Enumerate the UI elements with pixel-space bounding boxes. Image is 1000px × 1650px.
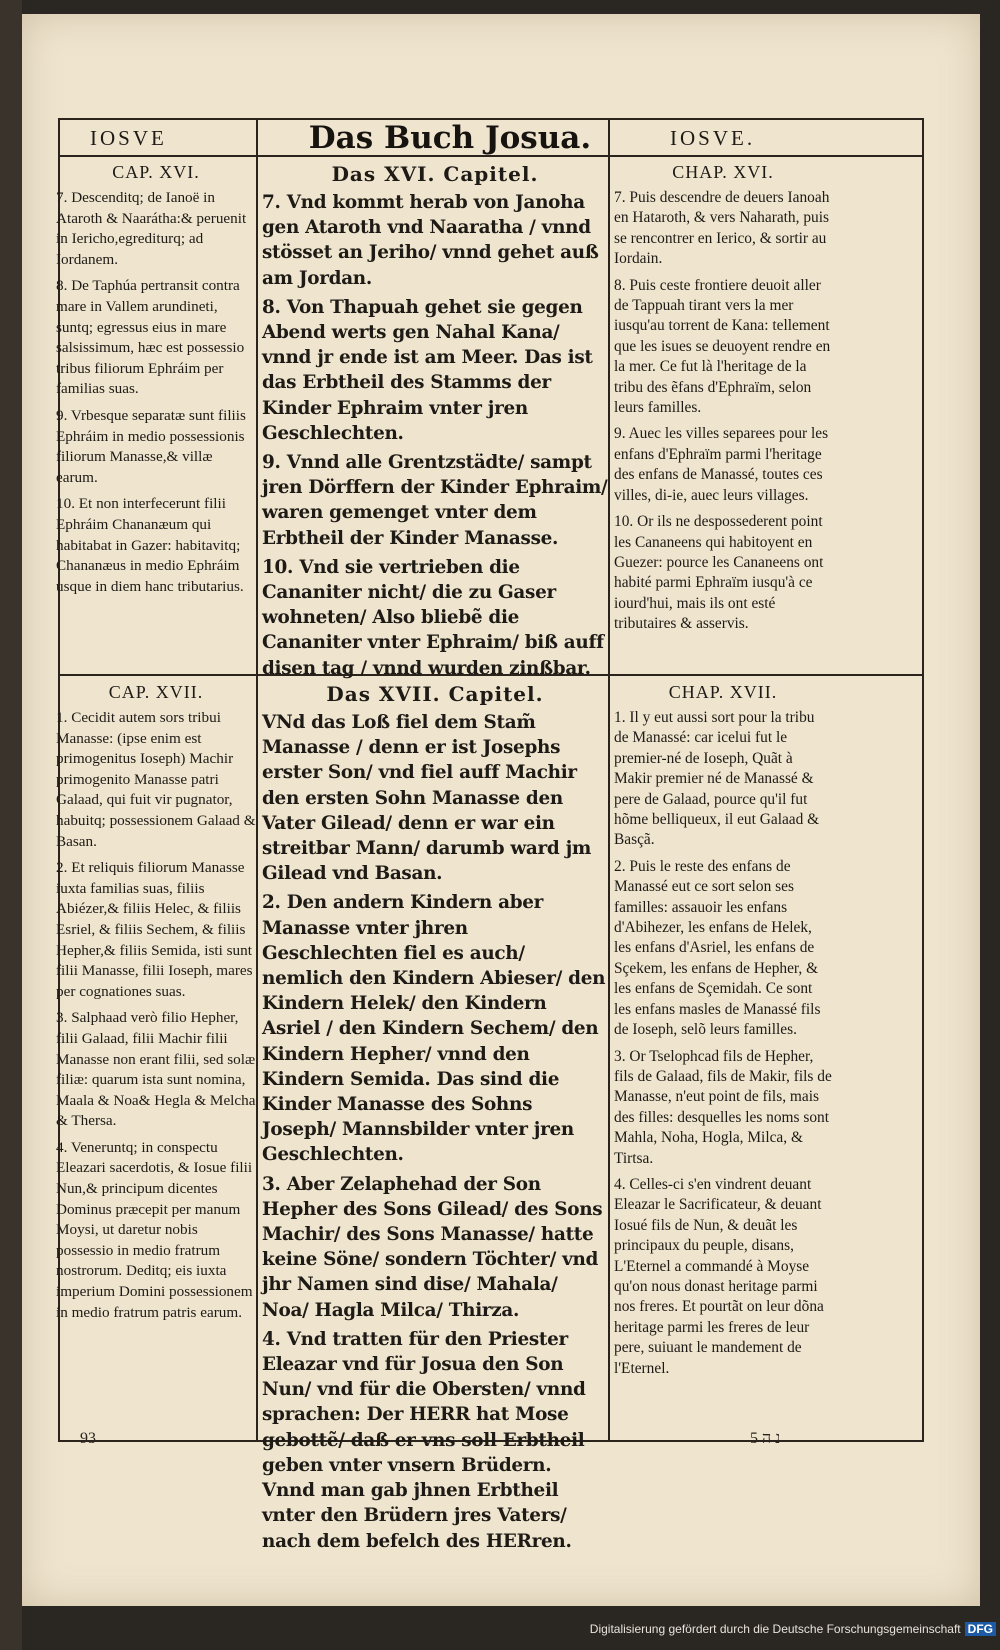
latin-ch16-title: CAP. XVI. <box>112 162 200 182</box>
column-rule-left <box>256 118 258 1440</box>
french-verse: 2. Puis le reste des enfans de Manassé eut ce sort selon ses familles: assauoir les enfans d'Abihezer, les enfans de Helek, les enfans d'Asriel, les enfans de Sçekem, les enfans de Hepher, & les enfans de Sçemidah. Ce sont les enfans masles de Manassé fils de Ioseph, selõ leurs familles. <box>614 857 821 1039</box>
german-verse: 10. Vnd sie vertrieben die Cananiter nicht/ die zu Gaser wohneten/ Also bliebẽ die Cananiter vnter Ephraim/ biß auff disen tag / vnnd wurden zinßbar. <box>262 556 604 679</box>
dfg-notice <box>500 1622 996 1636</box>
german-ch17-title: Das XVII. Capitel. <box>326 682 544 706</box>
german-chapter-17 <box>262 682 608 1558</box>
latin-verse: 3. Salphaad verò filio Hepher, filii Galaad, filii Machir filii Manasse non erant filii, sed solæ filiæ: quarum ista sunt nomina, Maala & Noa& Hegla & Melcha & Thersa. <box>56 1009 256 1130</box>
german-verse: 7. Vnd kommt herab von Janoha gen Ataroth vnd Naaratha / vnnd stösset an Jeriho/ vnnd gehet auß am Jordan. <box>262 192 599 289</box>
french-verse: 10. Or ils ne despossederent point les Cananeens qui habitoyent en Guezer: pource les Cananeens ont habité parmi Ephraïm iusqu'à ce iourd'hui, mais ils ont esté tributaires & asservis. <box>614 513 824 633</box>
french-verse: 9. Auec les villes separees pour les enfans d'Ephraïm parmi l'heritage des enfans de Manassé, toutes ces villes, di-ie, auec leurs villages. <box>614 425 829 504</box>
french-chapter-17 <box>614 680 832 1385</box>
latin-chapter-16 <box>56 160 256 603</box>
french-verse: 4. Celles-ci s'en vindrent deuant Eleazar le Sacrificateur, & deuant Iosué fils de Nun, & deuãt les principaux du peuple, disans, L'Eternel a commandé à Moyse qu'on nous donast heritage parmi nos freres. Et pourtãt on leur dõna heritage parmi les freres de leur pere, suiuant le mandement de l'Eternel. <box>614 1175 824 1377</box>
header-right: IOSVE. <box>670 126 756 150</box>
dfg-notice-text: Digitalisierung gefördert durch die Deutsche Forschungsgemeinschaft <box>589 1622 961 1636</box>
latin-verse: 9. Vrbesque separatæ sunt filiis Ephráim in medio possessionis filiorum Manasse,& villæ earum. <box>56 406 246 486</box>
french-verse: 8. Puis ceste frontiere deuoit aller de Tappuah tirant vers la mer iusqu'au torrent de Kana: tellement que les isues se deuoyent rendre en la mer. Ce fut là l'heritage de la tribu des ẽfans d'Ephraïm, selon leurs familles. <box>614 276 831 417</box>
french-verse: 3. Or Tselophcad fils de Hepher, fils de Galaad, fils de Makir, fils de Manasse, n'eut point de fils, mais des filles: desquelles les noms sont Mahla, Noha, Hogla, Milca, & Tirtsa. <box>614 1047 832 1167</box>
french-verse: 1. Il y eut aussi sort pour la tribu de Manassé: car icelui fut le premier-né de Ioseph, Quãt à Makir premier né de Manassé & pere de Galaad, pource qu'il fut hõme belliqueux, il eut Galaad & Basçã. <box>614 709 820 849</box>
latin-verse: 8. De Taphúa pertransit contra mare in Vallem arundineti, suntq; egressus eius in mare salsissimum, hæc est possessio tribus filiorum Ephráim per familias suas. <box>56 277 245 398</box>
german-verse: 4. Vnd tratten für den Priester Eleazar vnd für Josua den Son Nun/ vnd für die Obersten/ vnnd sprachen: Der HERR hat Mose gebottẽ/ daß er vns soll Erbtheil geben vnter vnsern Brüdern. Vnnd man gab jhnen Erbtheil vnter den Brüdern jres Vaters/ nach dem befelch des HERren. <box>262 1328 586 1552</box>
header-left: IOSVE <box>90 126 167 150</box>
latin-verse: 4. Veneruntq; in conspectu Eleazari sacerdotis, & Iosue filii Nun,& principum dicentes Dominus præcepit per manum Moysi, ut daretur nobis possessio in medio fratrum nostrorum. Deditq; eis iuxta imperium Domini possessionem in medio fratrum patris earum. <box>56 1138 253 1321</box>
french-ch16-title: CHAP. XVI. <box>672 162 774 182</box>
latin-ch17-title: CAP. XVII. <box>108 682 204 702</box>
facing-page-edge <box>0 90 16 1590</box>
german-verse: 2. Den andern Kindern aber Manasse vnter jhren Geschlechten fiel es auch/ nemlich den Kindern Abieser/ den Kindern Helek/ den Kindern Asriel / den Kindern Sechem/ den Kindern Hepher/ vnnd den Kindern Semida. Das sind die Kinder Manasse des Sohns Joseph/ Mannsbilder vnter jren Geschlechten. <box>262 892 606 1166</box>
latin-chapter-17 <box>56 680 256 1329</box>
german-verse: 9. Vnnd alle Grentzstädte/ sampt jren Dörffern der Kinder Ephraim/ waren gemenget vnter dem Erbtheil der Kinder Manasse. <box>262 452 608 549</box>
latin-verse: 10. Et non interfecerunt filii Ephráim Chananæum qui habitabat in Gazer: habitavitq; Chananæus in medio Ephráim usque in diem hanc tributarius. <box>56 495 244 595</box>
dfg-logo: DFG <box>965 1622 996 1636</box>
header-center: Das Buch Josua. <box>308 120 592 156</box>
german-ch16-title: Das XVI. Capitel. <box>331 162 539 186</box>
latin-verse: 2. Et reliquis filiorum Manasse iuxta familias suas, filiis Abiézer,& filiis Helec, & filiis Esriel, & filiis Sechem, & filiis Hepher,& filiis Semida, isti sunt filii Manasse, filii Ioseph, mares per cognationes suas. <box>56 859 253 1000</box>
german-verse: 3. Aber Zelaphehad der Son Hepher des Sons Gilead/ des Sons Machir/ des Sons Manasse/ hatte keine Söne/ sondern Töchter/ vnd jhr Namen sind dise/ Mahala/ Noa/ Hagla Milca/ Thirza. <box>262 1173 603 1321</box>
french-verse: 7. Puis descendre de deuers Ianoah en Hataroth, & vers Naharath, puis se rencontrer en Ierico, & sortir au Iordain. <box>614 189 830 268</box>
german-verse: VNd das Loß fiel dem Stam̃ Manasse / denn er ist Josephs erster Son/ vnd fiel auff Machir den ersten Sohn Manasse den Vater Gilead/ denn er war ein streitbar Mann/ darumb ward jm Gilead vnd Basan. <box>262 712 592 885</box>
column-rule-right <box>608 118 610 1440</box>
latin-verse: 1. Cecidit autem sors tribui Manasse: (ipse enim est primogenitus Ioseph) Machir primogenito Manasse patri Galaad, qui fuit vir pugnator, habuitq; possessionem Galaad & Basan. <box>56 709 256 850</box>
german-chapter-16 <box>262 162 608 685</box>
latin-verse: 7. Descenditq; de Ianoë in Ataroth & Naarátha:& peruenit in Iericho,egrediturq; ad Iordanem. <box>56 189 247 268</box>
page-number: 93 <box>80 1430 96 1447</box>
french-chapter-16 <box>614 160 832 641</box>
french-ch17-title: CHAP. XVII. <box>668 682 778 702</box>
german-verse: 8. Von Thapuah gehet sie gegen Abend werts gen Nahal Kana/ vnnd jr ende ist am Meer. Das ist das Erbtheil des Stamms der Kinder Ephraim vnter jren Geschlechten. <box>262 296 593 444</box>
signature-mark: נ ה 5 <box>750 1430 781 1447</box>
